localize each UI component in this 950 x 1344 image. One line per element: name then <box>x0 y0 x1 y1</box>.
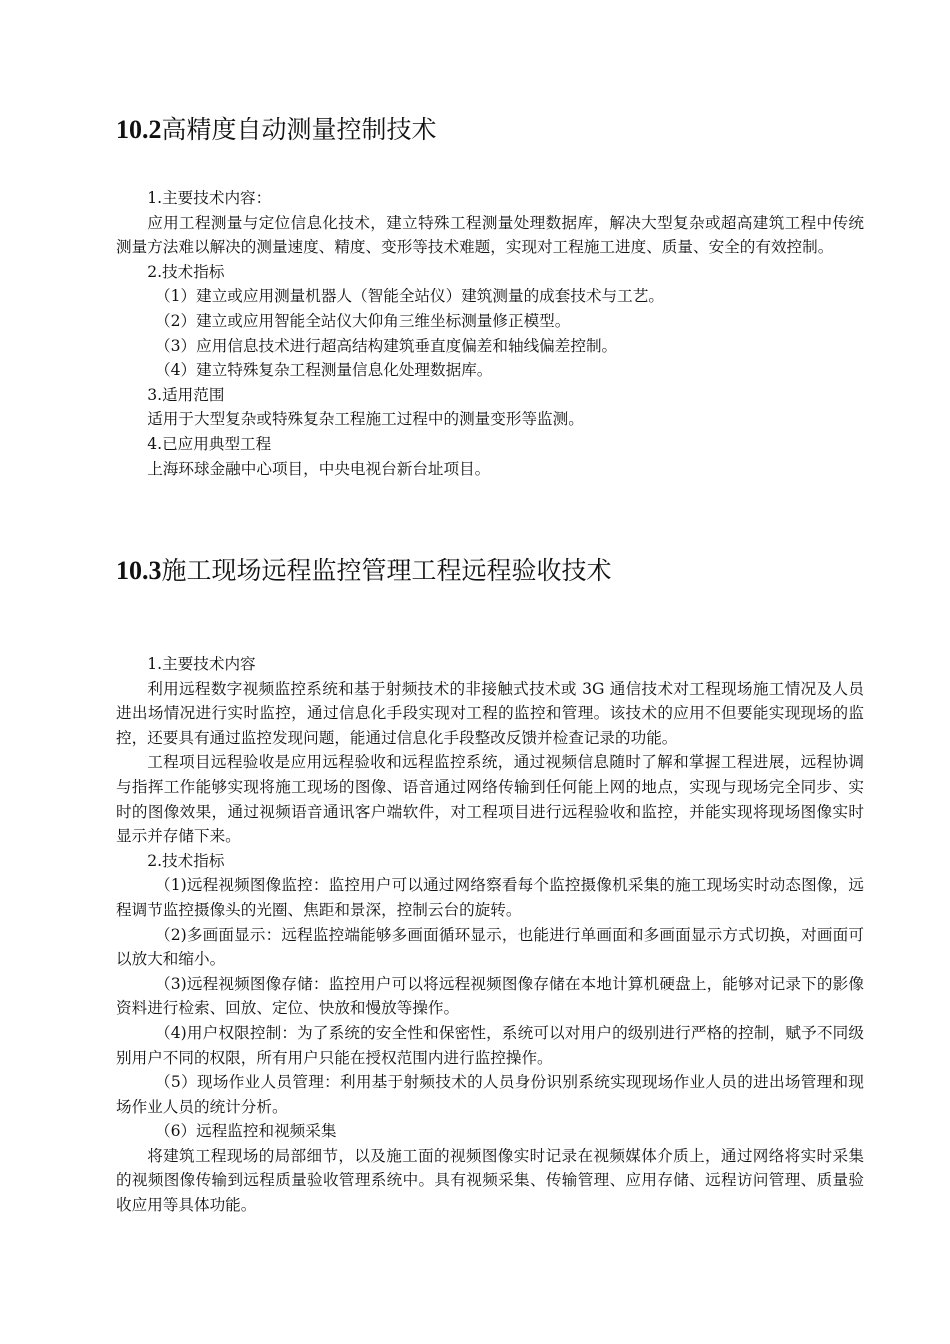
section-body-10-3 <box>116 652 864 1218</box>
section-number: 10.2 <box>116 115 162 144</box>
paragraph-subheading: 3.适用范围 <box>147 385 225 404</box>
list-item: （1）建立或应用测量机器人（智能全站仪）建筑测量的成套技术与工艺。 <box>155 287 664 306</box>
paragraph: 适用于大型复杂或特殊复杂工程施工过程中的测量变形等监测。 <box>147 410 584 429</box>
list-item: （3)远程视频图像存储：监控用户可以将远程视频图像存储在本地计算机硬盘上，能够对记录下的影像资料进行检索、回放、定位、快放和慢放等操作。 <box>116 974 864 1018</box>
paragraph: 应用工程测量与定位信息化技术，建立特殊工程测量处理数据库，解决大型复杂或超高建筑工程中传统测量方法难以解决的测量速度、精度、变形等技术难题，实现对工程施工进度、质量、安全的有效控制。 <box>116 213 864 257</box>
paragraph-subheading: 1.主要技术内容： <box>147 189 272 207</box>
section-body-10-2 <box>116 186 864 481</box>
list-item: （2)多画面显示：远程监控端能够多画面循环显示，也能进行单画面和多画面显示方式切换，对画面可以放大和缩小。 <box>116 925 864 969</box>
paragraph-subheading: 4.已应用典型工程 <box>147 434 272 453</box>
paragraph: 利用远程数字视频监控系统和基于射频技术的非接触式技术或 3G 通信技术对工程现场施工情况及人员进出场情况进行实时监控，通过信息化手段实现对工程的监控和管理。该技术的应用不但要能实现现场的监控，还要具有通过监控发现问题，能通过信息化手段整改反馈并检查记录的功能。 <box>116 679 864 747</box>
paragraph-subheading: 1.主要技术内容 <box>147 655 256 673</box>
paragraph: 将建筑工程现场的局部细节，以及施工面的视频图像实时记录在视频媒体介质上，通过网络将实时采集的视频图像传输到远程质量验收管理系统中。具有视频采集、传输管理、应用存储、远程访问管理、质量验收应用等具体功能。 <box>116 1146 864 1215</box>
section-10-2 <box>116 112 864 481</box>
paragraph: 上海环球金融中心项目，中央电视台新台址项目。 <box>147 459 491 478</box>
section-heading-10-3 <box>116 553 864 589</box>
paragraph-subheading: 2.技术指标 <box>147 851 225 870</box>
section-title: 施工现场远程监控管理工程远程验收技术 <box>161 556 612 585</box>
paragraph-subheading: 2.技术指标 <box>147 262 225 281</box>
list-item: （3）应用信息技术进行超高结构建筑垂直度偏差和轴线偏差控制。 <box>155 336 618 355</box>
section-title: 高精度自动测量控制技术 <box>161 115 437 144</box>
section-heading-10-2 <box>116 112 864 148</box>
section-10-3 <box>116 553 864 1218</box>
list-item: （4)用户权限控制：为了系统的安全性和保密性，系统可以对用户的级别进行严格的控制，赋予不同级别用户不同的权限，所有用户只能在授权范围内进行监控操作。 <box>116 1023 864 1067</box>
list-item: （5）现场作业人员管理：利用基于射频技术的人员身份识别系统实现现场作业人员的进出场管理和现场作业人员的统计分析。 <box>116 1073 865 1116</box>
paragraph: 工程项目远程验收是应用远程验收和远程监控系统，通过视频信息随时了解和掌握工程进展，远程协调与指挥工作能够实现将施工现场的图像、语音通过网络传输到任何能上网的地点，实现与现场完全同步、实时的图像效果，通过视频语音通讯客户端软件，对工程项目进行远程验收和监控，并能实现将现场图像实时显示并存储下来。 <box>116 753 864 846</box>
list-item: （6）远程监控和视频采集 <box>155 1122 337 1141</box>
list-item: （1)远程视频图像监控：监控用户可以通过网络察看每个监控摄像机采集的施工现场实时动态图像，远程调节监控摄像头的光圈、焦距和景深，控制云台的旋转。 <box>116 876 864 919</box>
section-number: 10.3 <box>116 556 162 585</box>
list-item: （4）建立特殊复杂工程测量信息化处理数据库。 <box>155 361 493 380</box>
list-item: （2）建立或应用智能全站仪大仰角三维坐标测量修正模型。 <box>155 311 571 330</box>
